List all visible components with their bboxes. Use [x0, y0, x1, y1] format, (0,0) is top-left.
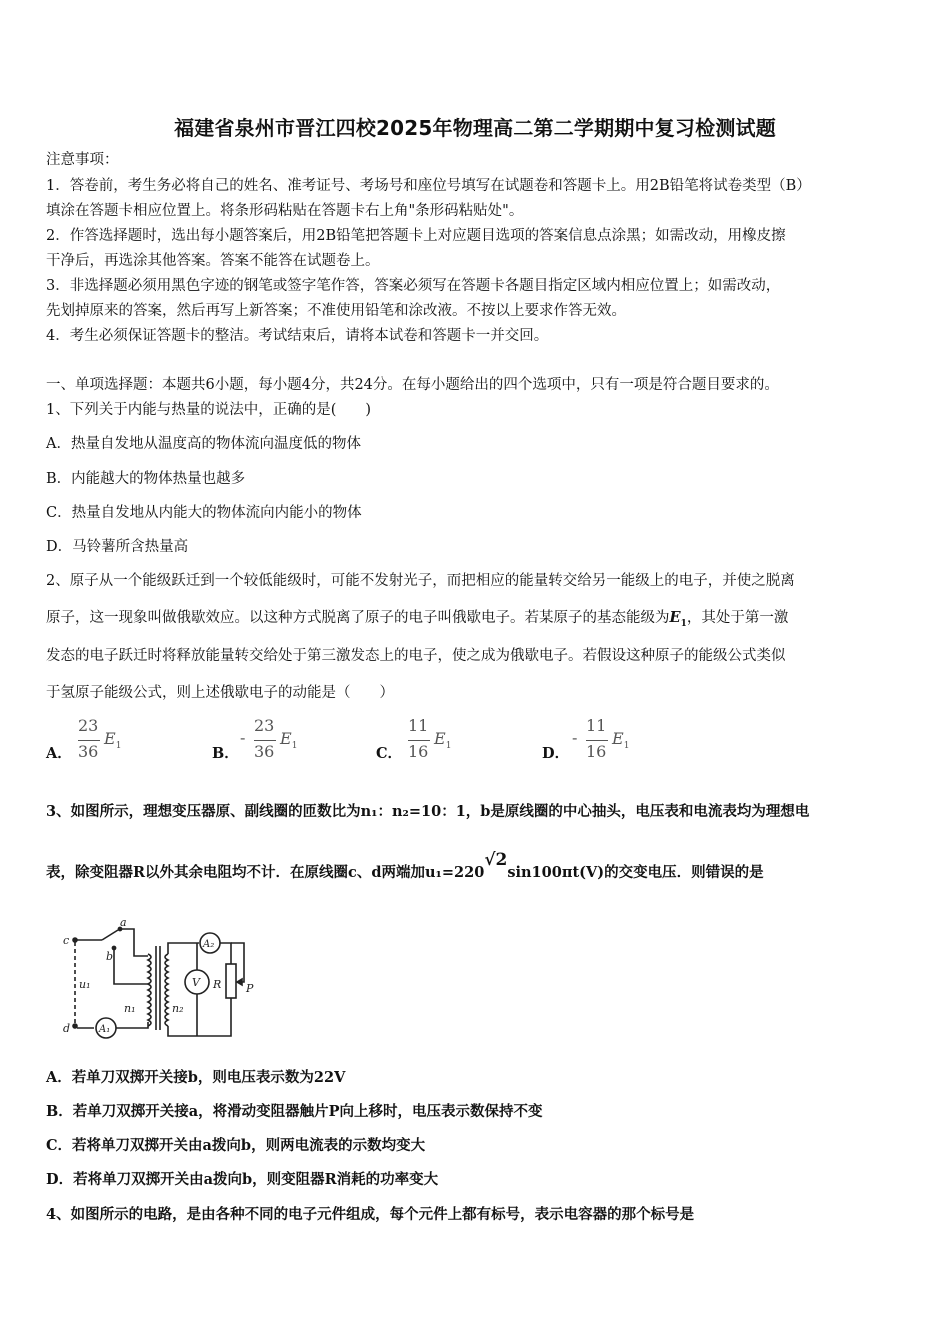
q2-line-2 — [46, 608, 788, 634]
energy-subscript: 1 — [680, 618, 687, 629]
option-letter: D． — [542, 745, 570, 762]
label-d: d — [63, 1022, 71, 1035]
wire — [116, 1022, 148, 1028]
wire — [220, 943, 231, 964]
energy-term: $E_1$ — [612, 729, 630, 752]
denominator: 16 — [408, 742, 429, 761]
q1-option-a: A．热量自发地从温度高的物体流向温度低的物体 — [46, 436, 361, 452]
q4-stem: 4、如图所示的电路，是由各种不同的电子元件组成，每个元件上都有标号，表示电容器的那个标号是 — [46, 1206, 695, 1223]
notice-line-5: 3．非选择题必须用黑色字迹的钢笔或签字笔作答，答案必须写在答题卡各题目指定区域内相应位置上；如需改动， — [46, 278, 781, 294]
option-letter: A． — [46, 745, 72, 762]
q3-option-d: D．若将单刀双掷开关由a拨向b，则变阻器R消耗的功率变大 — [46, 1171, 439, 1188]
rheostat-r — [226, 964, 236, 998]
numerator: 23 — [78, 716, 99, 735]
label-a1: A₁ — [99, 1024, 111, 1035]
notice-heading: 注意事项： — [46, 152, 119, 168]
q3-option-c: C．若将单刀双掷开关由a拨向b，则两电流表的示数均变大 — [46, 1137, 426, 1154]
q1-option-b: B．内能越大的物体热量也越多 — [46, 471, 246, 487]
q3-line-2 — [46, 850, 764, 883]
secondary-coil — [165, 954, 168, 1026]
energy-term: $E_1$ — [280, 729, 298, 752]
notice-line-2: 填涂在答题卡相应位置上。将条形码粘贴在答题卡右上角"条形码粘贴处"。 — [46, 203, 524, 219]
label-a2: A₂ — [203, 939, 215, 950]
label-r: R — [213, 978, 222, 991]
q3-option-a: A．若单刀双掷开关接b，则电压表示数为22V — [46, 1069, 346, 1086]
label-n1: n₁ — [124, 1002, 136, 1015]
numerator: 11 — [408, 716, 429, 735]
numerator: 11 — [586, 716, 607, 735]
q1-stem: 1、下列关于内能与热量的说法中，正确的是( ) — [46, 402, 372, 418]
option-letter: B． — [212, 745, 239, 762]
q2-line-2-text: 原子，这一现象叫做俄歇效应。以这种方式脱离了原子的电子叫俄歇电子。若某原子的基态能级为 — [46, 610, 670, 626]
terminal-d — [73, 1024, 77, 1028]
label-c: c — [63, 934, 70, 947]
slider-p — [237, 979, 242, 985]
label-p: P — [246, 982, 254, 995]
q3-line-2-text: 表，除变阻器R以外其余电阻均不计．在原线圈c、d两端加u₁=220 — [46, 864, 485, 881]
denominator: 36 — [78, 742, 99, 761]
fraction-bar — [78, 740, 100, 741]
terminal-c — [73, 938, 77, 942]
denominator: 36 — [254, 742, 275, 761]
notice-line-1: 1．答卷前，考生务必将自己的姓名、准考证号、考场号和座位号填写在试题卷和答题卡上。用2B铅笔将试卷类型（B） — [46, 178, 811, 194]
fraction-bar — [586, 740, 608, 741]
page-title: 福建省泉州市晋江四校2025年物理高二第二学期期中复习检测试题 — [174, 116, 776, 140]
label-n2: n₂ — [172, 1002, 184, 1015]
notice-line-3: 2．作答选择题时，选出每小题答案后，用2B铅笔把答题卡上对应题目选项的答案信息点涂黑；如需改动，用橡皮擦 — [46, 228, 786, 244]
transformer-circuit-diagram — [56, 918, 256, 1046]
q2-line-1: 2、原子从一个能级跃迁到一个较低能级时，可能不发射光子，而把相应的能量转交给另一能级上的电子，并使之脱离 — [46, 573, 795, 589]
option-letter: C． — [376, 745, 403, 762]
primary-coil — [148, 954, 151, 1026]
q1-option-d: D．马铃薯所含热量高 — [46, 539, 189, 555]
energy-symbol: E — [669, 609, 681, 626]
q2-line-4: 于氢原子能级公式，则上述俄歇电子的动能是（ ） — [46, 685, 394, 701]
wire — [120, 929, 148, 956]
minus-sign: - — [572, 728, 578, 747]
denominator: 16 — [586, 742, 607, 761]
label-b: b — [106, 950, 114, 963]
slider-wire — [231, 943, 244, 982]
q1-option-c: C．热量自发地从内能大的物体流向内能小的物体 — [46, 505, 362, 521]
switch-blade — [102, 930, 118, 940]
label-u1: u₁ — [79, 978, 91, 991]
label-v: V — [192, 976, 200, 989]
wire — [114, 948, 148, 984]
section-heading: 一、单项选择题：本题共6小题，每小题4分，共24分。在每小题给出的四个选项中，只有一项是符合题目要求的。 — [46, 377, 779, 393]
notice-line-4: 干净后，再选涂其他答案。答案不能答在试题卷上。 — [46, 253, 380, 269]
label-a: a — [120, 918, 127, 929]
q2-line-3: 发态的电子跃迁时将释放能量转交给处于第三激发态上的电子，使之成为俄歇电子。若假设这种原子的能级公式类似 — [46, 648, 786, 664]
wire — [168, 943, 199, 954]
q3-option-b: B．若单刀双掷开关接a，将滑动变阻器触片P向上移时，电压表示数保持不变 — [46, 1103, 543, 1120]
energy-term: $E_1$ — [104, 729, 122, 752]
numerator: 23 — [254, 716, 275, 735]
q3-line-1: 3、如图所示，理想变压器原、副线圈的匝数比为n₁：n₂=10：1，b是原线圈的中心抽头，电压表和电流表均为理想电 — [46, 803, 810, 820]
q2-options — [46, 712, 906, 772]
energy-term: $E_1$ — [434, 729, 452, 752]
notice-line-6: 先划掉原来的答案，然后再写上新答案；不准使用铅笔和涂改液。不按以上要求作答无效。 — [46, 303, 626, 319]
sqrt-two: √2 — [484, 850, 508, 870]
minus-sign: - — [240, 728, 246, 747]
notice-line-7: 4．考生必须保证答题卡的整洁。考试结束后，请将本试卷和答题卡一并交回。 — [46, 328, 549, 344]
q3-line-2-tail: sin100πt(V)的交变电压．则错误的是 — [507, 864, 764, 881]
q2-line-2-tail: ，其处于第一激 — [686, 610, 789, 626]
fraction-bar — [254, 740, 276, 741]
fraction-bar — [408, 740, 430, 741]
